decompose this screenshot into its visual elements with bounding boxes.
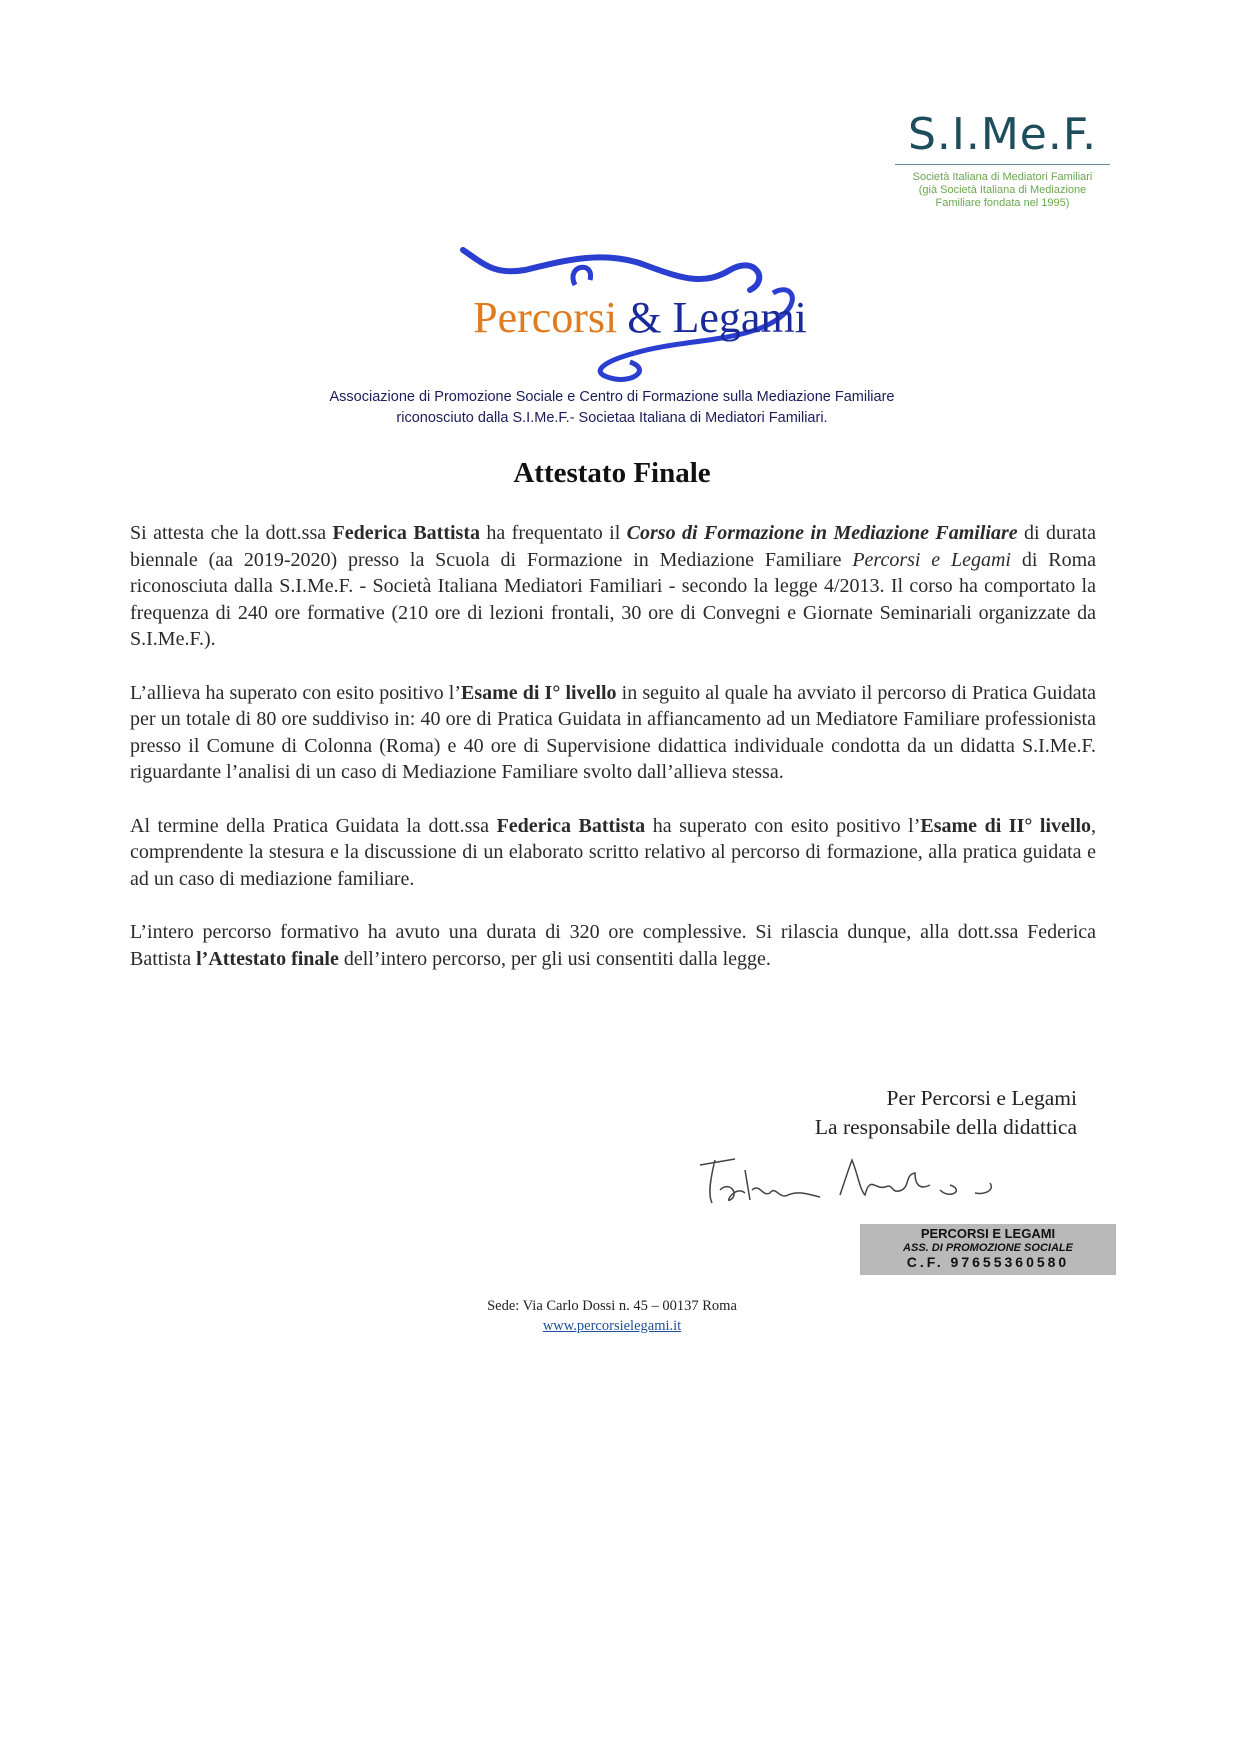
text-segment: Si attesta che la dott.ssa bbox=[130, 522, 333, 544]
paragraph-4 bbox=[130, 919, 1096, 972]
text-segment: di durata biennale (aa 2019-2020) presso la Scuola di Formazione in Mediazione Familiare bbox=[130, 522, 1096, 571]
association-stamp bbox=[860, 1224, 1116, 1275]
text-segment: Esame di I° livello bbox=[460, 681, 617, 704]
association-line-1: Associazione di Promozione Sociale e Centro di Formazione sulla Mediazione Familiare bbox=[329, 389, 895, 405]
document-title: Attestato Finale bbox=[513, 457, 711, 489]
text-segment: ha frequentato il bbox=[480, 522, 627, 544]
stamp-line-2: ASS. DI PROMOZIONE SOCIALE bbox=[903, 1242, 1073, 1254]
text-segment: L’intero percorso formativo ha avuto una durata di 320 ore complessive. Si rilascia dunque, alla dott.ssa Federica Battista bbox=[130, 920, 1096, 970]
footer bbox=[0, 1296, 1224, 1336]
simef-logo-title: S.I.Me.F. bbox=[907, 109, 1098, 160]
paragraph-3 bbox=[130, 813, 1096, 893]
signature-line-1: Per Percorsi e Legami bbox=[886, 1086, 1077, 1110]
text-segment: Federica Battista bbox=[496, 814, 646, 837]
paragraph-2 bbox=[130, 680, 1096, 786]
website-link[interactable]: www.percorsielegami.it bbox=[542, 1318, 682, 1334]
text-segment: L’allieva ha superato con esito positivo l’ bbox=[130, 681, 461, 704]
signature-block bbox=[815, 1084, 1077, 1142]
body-text bbox=[130, 520, 1096, 999]
logo-text-row bbox=[455, 293, 825, 343]
simef-logo-divider bbox=[895, 164, 1110, 165]
percorsi-legami-logo bbox=[455, 245, 825, 385]
handwritten-signature-icon bbox=[690, 1145, 1030, 1215]
text-segment: , comprendente la stesura e la discussione di un elaborato scritto relativo al percorso di formazione, alla pratica guidata e ad un caso di mediazione familiare. bbox=[130, 814, 1097, 890]
text-segment: Percorsi e Legami bbox=[852, 548, 1011, 571]
text-segment: ha superato con esito positivo l’ bbox=[645, 814, 921, 837]
text-segment: Esame di II° livello bbox=[920, 814, 1092, 837]
text-segment: Corso di Formazione in Mediazione Familiare bbox=[626, 522, 1018, 544]
association-line-2: riconosciuto dalla S.I.Me.F.- Societaa Italiana di Mediatori Familiari. bbox=[396, 410, 828, 426]
association-description bbox=[0, 387, 1224, 429]
stamp-line-1: PERCORSI E LEGAMI bbox=[920, 1226, 1056, 1241]
simef-logo-subtitle-3: Familiare fondata nel 1995) bbox=[935, 197, 1070, 209]
signature-line-2: La responsabile della didattica bbox=[814, 1115, 1077, 1139]
text-segment: Federica Battista bbox=[332, 522, 480, 544]
text-segment: dell’intero percorso, per gli usi consentiti dalla legge. bbox=[338, 947, 771, 970]
simef-logo-subtitle-2: (già Società Italiana di Mediazione bbox=[918, 184, 1087, 196]
logo-text-percorsi: Percorsi bbox=[473, 293, 618, 342]
simef-logo-subtitle-1: Società Italiana di Mediatori Familiari bbox=[912, 171, 1093, 183]
text-segment: in seguito al quale ha avviato il percorso di Pratica Guidata per un totale di 80 ore suddiviso in: 40 ore di Pratica Guidata in affiancamento ad un Mediatore Familiare professionista presso il Comune di Colonna (Roma) e 40 ore di Supervisione didattica individuale condotta da un didatta S.I.Me.F. riguardante l’analisi di un caso di Mediazione Familiare svolto dall’allieva stessa. bbox=[130, 681, 1097, 784]
logo-text-legami: & Legami bbox=[627, 293, 807, 342]
stamp-line-3: C.F. 97655360580 bbox=[906, 1254, 1070, 1270]
paragraph-1 bbox=[130, 520, 1096, 653]
footer-address: Sede: Via Carlo Dossi n. 45 – 00137 Roma bbox=[487, 1298, 737, 1314]
simef-logo bbox=[895, 108, 1110, 210]
text-segment: di Roma riconosciuta dalla S.I.Me.F. - Società Italiana Mediatori Familiari - secondo la legge 4/2013. Il corso ha comportato la frequenza di 240 ore formative (210 ore di lezioni frontali, 30 ore di Convegni e Giornate Seminariali organizzate da S.I.Me.F.). bbox=[130, 548, 1096, 651]
text-segment: Al termine della Pratica Guidata la dott.ssa bbox=[130, 814, 497, 837]
text-segment: l’Attestato finale bbox=[196, 947, 339, 970]
